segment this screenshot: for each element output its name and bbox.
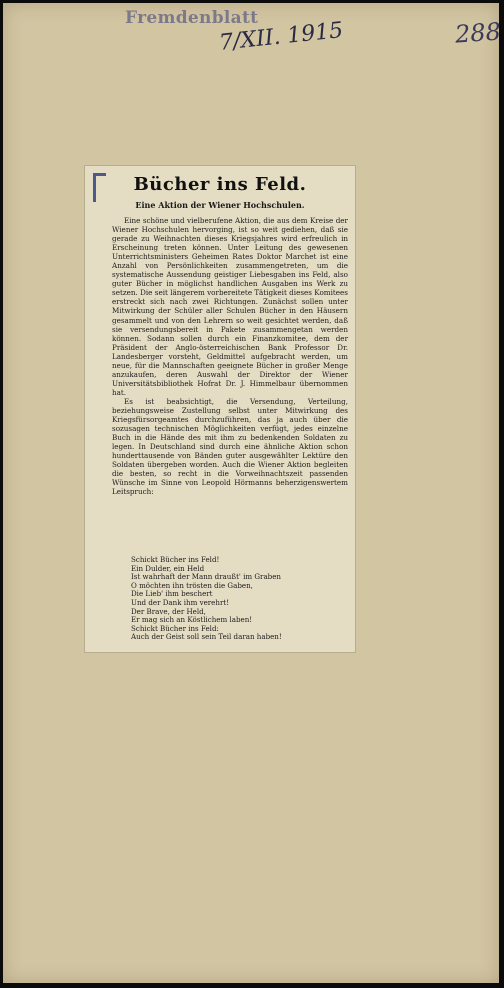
- poem-line: Die Lieb' ihm beschert: [131, 589, 213, 599]
- poem-line: O möchten ihn trösten die Gaben,: [131, 580, 253, 590]
- article-headline: Bücher ins Feld.: [133, 174, 307, 195]
- poem-line: Schickt Bücher ins Feld:: [131, 623, 219, 633]
- poem-line: Schickt Bücher ins Feld!: [131, 555, 220, 564]
- poem-line: Ist wahrhaft der Mann draußt' im Graben: [131, 572, 281, 582]
- poem-line: Er mag sich an Köstlichem laben!: [131, 615, 253, 625]
- poem-verse: [131, 556, 341, 642]
- poem-line: Ein Dulder, ein Held: [131, 563, 205, 573]
- poem-line: Der Brave, der Held,: [131, 606, 206, 616]
- article-subheadline: Eine Aktion der Wiener Hochschulen.: [135, 200, 305, 210]
- poem-line: Und der Dank ihm verehrt!: [131, 597, 230, 607]
- newspaper-stamp: Fremdenblatt: [125, 8, 259, 28]
- handwritten-folio-number: 288: [454, 17, 502, 49]
- newspaper-clipping: [85, 166, 355, 652]
- article-paragraph: Eine schöne und vielberufene Aktion, die aus dem Kreise der Wiener Hochschulen hervorging, ist so weit gediehen, daß sie gerade zu Weihnachten dieses Kriegsjahres wird erfreulich in Erscheinung treten können. Unter Leitung des gewesenen Unterrichtsministers Geheimen Rates Doktor Marchet ist eine Anzahl von Persönlichkeiten zusammengetreten, um die systematische Aussendung geistiger Liebesgaben ins Feld, also guter Bücher in möglichst handlichen Ausgaben ins Werk zu setzen. Die seit längerem vorbereitete Tätigkeit dieses Komitees erstreckt sich nach zwei Richtungen. Zunächst sollen unter Mitwirkung der Schüler aller Schulen Bücher in den Häusern gesammelt und von den Lehrern so weit gesichtet werden, daß sie versendungsbereit in Pakete zusammengetan werden können. Sodann sollen durch ein Finanzkomitee, dem der Präsident der Anglo-österreichischen Bank Professor Dr. Landesberger vorsteht, Geldmittel aufgebracht werden, um neue, für die Mannschaften geeignete Bücher in großer Menge anzukaufen, deren Auswahl der Direktor der Wiener Universitätsbibliothek Hofrat Dr. J. Himmelbaur übernommen hat.: [112, 216, 348, 397]
- poem-line: Auch der Geist soll sein Teil daran haben!: [131, 632, 282, 642]
- archive-sheet: [3, 3, 502, 983]
- article-body: [112, 216, 348, 496]
- article-paragraph: Es ist beabsichtigt, die Versendung, Verteilung, beziehungsweise Zustellung selbst unter Mitwirkung des Kriegsfürsorgeamtes durchzuführen, das ja auch über die sozusagen technischen Möglichkeiten verfügt, jedes einzelne Buch in die Hände des mit ihm zu bedenkenden Soldaten zu legen. In Deutschland sind durch eine ähnliche Aktion schon hunderttausende von Bänden guter ausgewählter Lektüre den Soldaten übergeben worden. Auch die Wiener Aktion begleiten die besten, so recht in die Vorweihnachtszeit passenden Wünsche im Sinne von Leopold Hörmanns beherzigenswertem Leitspruch:: [112, 396, 348, 497]
- handwritten-date: 7/XII. 1915: [218, 17, 345, 56]
